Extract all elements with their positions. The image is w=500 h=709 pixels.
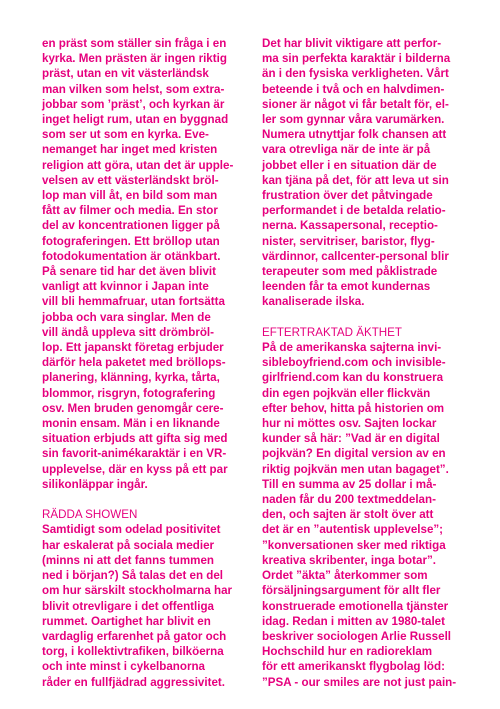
left-paragraph-2: [42, 522, 246, 689]
text-line: ”PSA - our smiles are not just pain-: [262, 675, 457, 689]
text-line: terapeuter som med påklistrade: [262, 265, 438, 279]
text-line: jobba och vara singlar. Men de: [42, 310, 211, 324]
text-line: rummet. Oartighet har blivit en: [42, 614, 211, 628]
text-line: kreativa skribenter, inga botar”.: [262, 553, 436, 567]
text-line: Ordet ”äkta” återkommer som: [262, 569, 428, 583]
text-line: fotodokumentation är otänkbart.: [42, 249, 221, 263]
text-line: idag. Redan i mitten av 1980-talet: [262, 614, 445, 628]
text-line: vardaglig erfarenhet på gator och: [42, 629, 227, 643]
text-line: sioner är något vi får betalt för, el-: [262, 97, 449, 111]
text-line: lop man vill åt, en bild som man: [42, 189, 218, 203]
text-line: jobbet eller i en situation där de: [262, 158, 437, 172]
text-line: din egen pojkvän eller flickvän: [262, 386, 431, 400]
text-line: torg, i kollektivtrafiken, bilköerna: [42, 645, 224, 659]
text-line: riktig pojkvän men utan bagaget”.: [262, 462, 449, 476]
text-line: som ser ut som en kyrka. Eve-: [42, 128, 209, 142]
text-line: monin ensam. Män i en liknande: [42, 417, 220, 431]
text-line: kan tjäna på det, för att leva ut sin: [262, 173, 449, 187]
text-line: hur ni möttes osv. Sajten lockar: [262, 417, 437, 431]
text-line: nemanget har inget med kristen: [42, 143, 218, 157]
text-line: för ett amerikanskt flygbolag löd:: [262, 660, 445, 674]
text-line: girlfriend.com kan du konstruera: [262, 371, 444, 385]
text-line: fotograferingen. Ett bröllop utan: [42, 234, 220, 248]
text-line: situation erbjuds att gifta sig med: [42, 432, 228, 446]
text-line: kanaliserade ilska.: [262, 295, 365, 309]
text-line: försäljningsargument för allt fler: [262, 584, 441, 598]
text-line: efter behov, hitta på historien om: [262, 401, 445, 415]
left-column: [42, 36, 246, 690]
text-line: del av koncentrationen ligger på: [42, 219, 220, 233]
text-line: beteende i två och en halvdimen-: [262, 82, 445, 96]
text-line: en präst som ställer sin fråga i en: [42, 37, 227, 50]
text-line: upplevelse, där en kyss på ett par: [42, 462, 228, 476]
text-line: sibleboyfriend.com och invisible-: [262, 356, 446, 370]
paragraph-gap: [262, 310, 466, 325]
text-line: nerna. Kassapersonal, receptio-: [262, 219, 438, 233]
left-paragraph-1: [42, 36, 246, 492]
text-line: vill bli hemmafruar, utan fortsätta: [42, 295, 225, 309]
text-line: jobbar som ’präst’, och kyrkan är: [42, 97, 225, 111]
text-line: Det har blivit viktigare att perfor-: [262, 37, 442, 50]
text-line: Numera utnyttjar folk chansen att: [262, 128, 447, 142]
text-line: ma sin perfekta karaktär i bilderna: [262, 52, 451, 66]
text-line: religion att göra, utan det är upple-: [42, 158, 234, 172]
text-line: sin favorit-animékaraktär i en VR-: [42, 447, 227, 461]
section-heading-radda-showen: RÄDDA SHOWEN: [42, 508, 138, 522]
text-line: än i den fysiska verkligheten. Vårt: [262, 67, 449, 81]
text-line: därför hela paketet med bröllops-: [42, 356, 226, 370]
text-line: värdinnor, callcenter-personal blir: [262, 249, 449, 263]
text-line: blommor, risgryn, fotografering: [42, 386, 216, 400]
right-column: [262, 36, 466, 690]
text-line: vara otrevliga när de inte är på: [262, 143, 431, 157]
text-line: vill ändå uppleva sitt drömbröl-: [42, 325, 214, 339]
text-line: har eskalerat på sociala medier: [42, 538, 215, 552]
text-line: ned i början?) Så talas det en del: [42, 569, 224, 583]
text-line: råder en fullfjädrad aggressivitet.: [42, 675, 225, 689]
text-line: det är en ”autentisk upplevelse”;: [262, 523, 444, 537]
text-line: vanligt att kvinnor i Japan inte: [42, 280, 209, 294]
text-line: performandet i de betalda relatio-: [262, 204, 446, 218]
text-line: beskriver sociologen Arlie Russell: [262, 629, 452, 643]
text-line: kyrka. Men prästen är ingen riktig: [42, 52, 227, 66]
text-line: (minns ni att det fanns tummen: [42, 553, 214, 567]
right-paragraph-2: [262, 340, 466, 690]
text-line: kunder så här: ”Vad är en digital: [262, 432, 440, 446]
text-line: Till en summa av 25 dollar i må-: [262, 477, 437, 491]
text-line: Hochschild hur en radioreklam: [262, 645, 433, 659]
text-line: På de amerikanska sajterna invi-: [262, 341, 442, 355]
text-line: silikonläppar ingår.: [42, 477, 148, 491]
right-paragraph-1: [262, 36, 466, 310]
text-line: nister, servitriser, baristor, flyg-: [262, 234, 435, 248]
text-line: den, och sajten är stolt över att: [262, 508, 434, 522]
text-line: leenden får ta emot kundernas: [262, 280, 431, 294]
text-line: fått av filmer och media. En stor: [42, 204, 218, 218]
text-line: man vilken som helst, som extra-: [42, 82, 225, 96]
text-line: naden får du 200 textmeddelan-: [262, 493, 436, 507]
text-line: blivit otrevligare i det offentliga: [42, 599, 214, 613]
text-line: inget heligt rum, utan en byggnad: [42, 113, 229, 127]
text-line: konstruerade emotionella tjänster: [262, 599, 449, 613]
text-line: och inte minst i cykelbanorna: [42, 660, 205, 674]
text-line: lop. Ett japanskt företag erbjuder: [42, 341, 224, 355]
text-line: ”konversationen sker med riktiga: [262, 538, 446, 552]
text-line: om hur särskilt stockholmarna har: [42, 584, 233, 598]
text-line: Samtidigt som odelad positivitet: [42, 523, 221, 537]
text-line: pojkvän? En digital version av en: [262, 447, 446, 461]
paragraph-gap: [42, 492, 246, 507]
text-line: ler som gynnar våra varumärken.: [262, 113, 445, 127]
text-line: osv. Men bruden genomgår cere-: [42, 401, 224, 415]
section-heading-eftertraktad-akthet: EFTERTRAKTAD ÄKTHET: [262, 325, 402, 339]
text-line: präst, utan en vit västerländsk: [42, 67, 209, 81]
text-line: velsen av ett västerländskt bröl-: [42, 173, 219, 187]
text-line: planering, klänning, kyrka, tårta,: [42, 371, 220, 385]
text-line: frustration över det påtvingade: [262, 189, 433, 203]
text-line: På senare tid har det även blivit: [42, 265, 216, 279]
